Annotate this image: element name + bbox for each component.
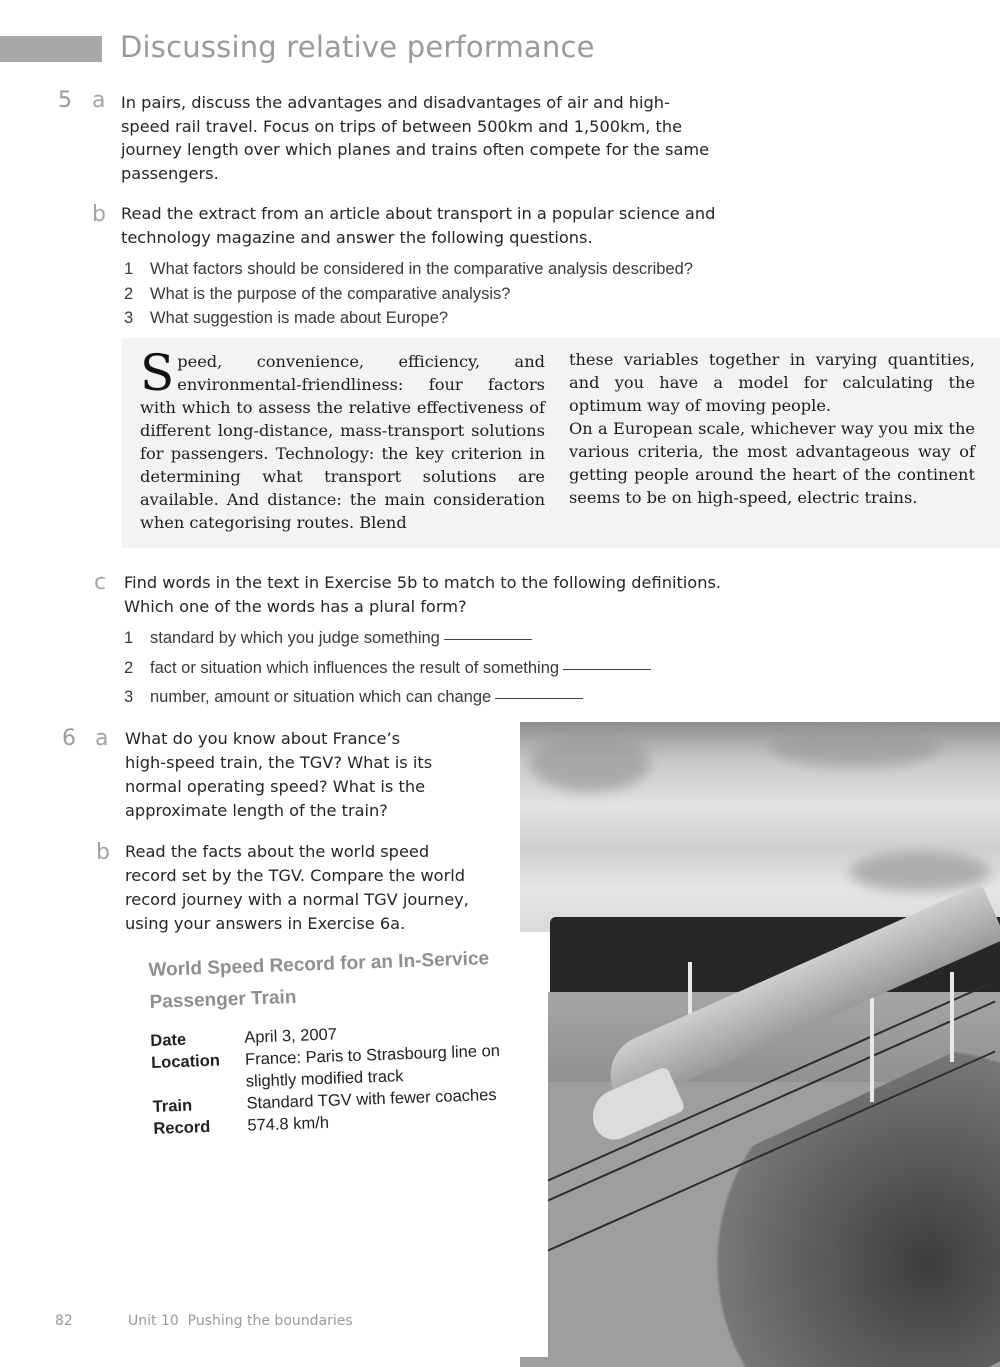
instruction-line: using your answers in Exercise 6a. xyxy=(125,914,406,933)
definition-text: number, amount or situation which can change xyxy=(150,688,492,706)
definition-text: standard by which you judge something xyxy=(150,629,440,647)
instruction-line: approximate length of the train? xyxy=(125,801,388,820)
instruction-line: Find words in the text in Exercise 5b to match to the following definitions. xyxy=(124,573,722,592)
question-text: What suggestion is made about Europe? xyxy=(150,309,449,327)
question-item xyxy=(124,282,804,307)
record-box-title xyxy=(148,943,491,1019)
record-title-line: Passenger Train xyxy=(149,986,297,1013)
record-key: Date xyxy=(150,1030,187,1050)
exercise-letter-5b: b xyxy=(92,202,106,227)
definition-text: fact or situation which influences the result of something xyxy=(150,658,560,677)
instruction-line: Read the extract from an article about transport in a popular science and xyxy=(121,204,716,223)
record-facts-table xyxy=(150,1017,518,1140)
instruction-line: journey length over which planes and trains often compete for the same xyxy=(121,140,710,159)
article-paragraph: On a European scale, whichever way you mix the various criteria, the most advantageous way of getting people around the heart of the continent seems to be on high-speed, electric trains. xyxy=(569,419,975,507)
exercise-number-6: 6 xyxy=(62,726,76,751)
photo-cutout-edge xyxy=(520,952,548,1357)
instruction-line: Read the facts about the world speed xyxy=(125,842,430,861)
answer-blank[interactable] xyxy=(495,698,583,699)
instruction-line: passengers. xyxy=(121,163,219,183)
exercise-6a-instructions xyxy=(125,727,515,823)
record-value: Standard TGV with fewer coaches xyxy=(246,1085,497,1113)
record-key: Location xyxy=(150,1051,221,1072)
record-key: Record xyxy=(153,1117,211,1138)
instruction-line: record set by the TGV. Compare the world xyxy=(125,866,466,885)
question-item xyxy=(124,306,804,331)
exercise-number-5: 5 xyxy=(58,88,72,113)
definition-item xyxy=(124,683,804,713)
photo-cloud xyxy=(770,727,940,767)
instruction-line: technology magazine and answer the following questions. xyxy=(121,227,593,247)
instruction-line: In pairs, discuss the advantages and disadvantages of air and high- xyxy=(121,93,670,112)
header-bar xyxy=(0,36,102,62)
tgv-train-photo xyxy=(520,722,1000,1367)
exercise-6b-instructions xyxy=(125,840,515,936)
record-key: Train xyxy=(152,1096,193,1116)
exercise-letter-5a: a xyxy=(92,88,106,113)
question-item xyxy=(124,257,804,282)
instruction-line: record journey with a normal TGV journey, xyxy=(125,890,469,909)
exercise-5a-instructions xyxy=(121,91,801,185)
exercise-letter-5c: c xyxy=(94,570,107,595)
exercise-5c-instructions xyxy=(124,571,804,618)
photo-catenary-pole xyxy=(950,972,954,1062)
definition-number: 1 xyxy=(124,629,134,647)
definition-number: 2 xyxy=(124,658,134,677)
question-number: 2 xyxy=(124,284,134,303)
question-text: What factors should be considered in the comparative analysis described? xyxy=(150,260,693,278)
definition-list xyxy=(124,624,804,713)
definition-item xyxy=(124,654,804,684)
question-text: What is the purpose of the comparative analysis? xyxy=(150,284,511,303)
instruction-line: What do you know about France’s xyxy=(125,729,401,748)
record-value: 574.8 km/h xyxy=(247,1113,330,1135)
answer-blank[interactable] xyxy=(563,669,651,670)
photo-cloud xyxy=(850,852,990,892)
instruction-line: normal operating speed? What is the xyxy=(125,777,426,796)
answer-blank[interactable] xyxy=(444,639,532,640)
question-number: 3 xyxy=(124,309,134,327)
drop-cap: S xyxy=(140,344,175,402)
exercise-letter-6b: b xyxy=(96,840,110,865)
photo-cloud xyxy=(530,732,650,792)
definition-item xyxy=(124,624,804,654)
question-list xyxy=(124,257,804,331)
question-number: 1 xyxy=(124,260,134,278)
page-number: 82 xyxy=(55,1313,73,1329)
instruction-line: Which one of the words has a plural form? xyxy=(124,596,467,616)
page-title: Discussing relative performance xyxy=(120,30,595,64)
exercise-5b-instructions xyxy=(121,202,801,249)
article-column-2 xyxy=(569,348,975,509)
article-text: peed, convenience, efficiency, and environmental-friendliness: four factors with which to assess the relative effectiveness of different long-distance, mass-transport solutions for passengers. Technology: the key criterion in determining what transport solutions are available. And distance: the main consideration when categorising routes. Blend xyxy=(140,352,545,532)
article-column-1 xyxy=(140,344,545,534)
record-title-line: World Speed Record for an In-Service xyxy=(148,948,490,981)
instruction-line: speed rail travel. Focus on trips of between 500km and 1,500km, the xyxy=(121,116,683,136)
instruction-line: high-speed train, the TGV? What is its xyxy=(125,753,433,772)
article-paragraph: these variables together in varying quantities, and you have a model for calculating the optimum way of moving people. xyxy=(569,350,975,415)
definition-number: 3 xyxy=(124,688,134,706)
record-value: April 3, 2007 xyxy=(244,1025,338,1047)
record-value: France: Paris to Strasbourg line on slightly modified track xyxy=(244,1041,501,1091)
exercise-letter-6a: a xyxy=(95,726,109,751)
unit-title: Unit 10 Pushing the boundaries xyxy=(128,1313,353,1329)
